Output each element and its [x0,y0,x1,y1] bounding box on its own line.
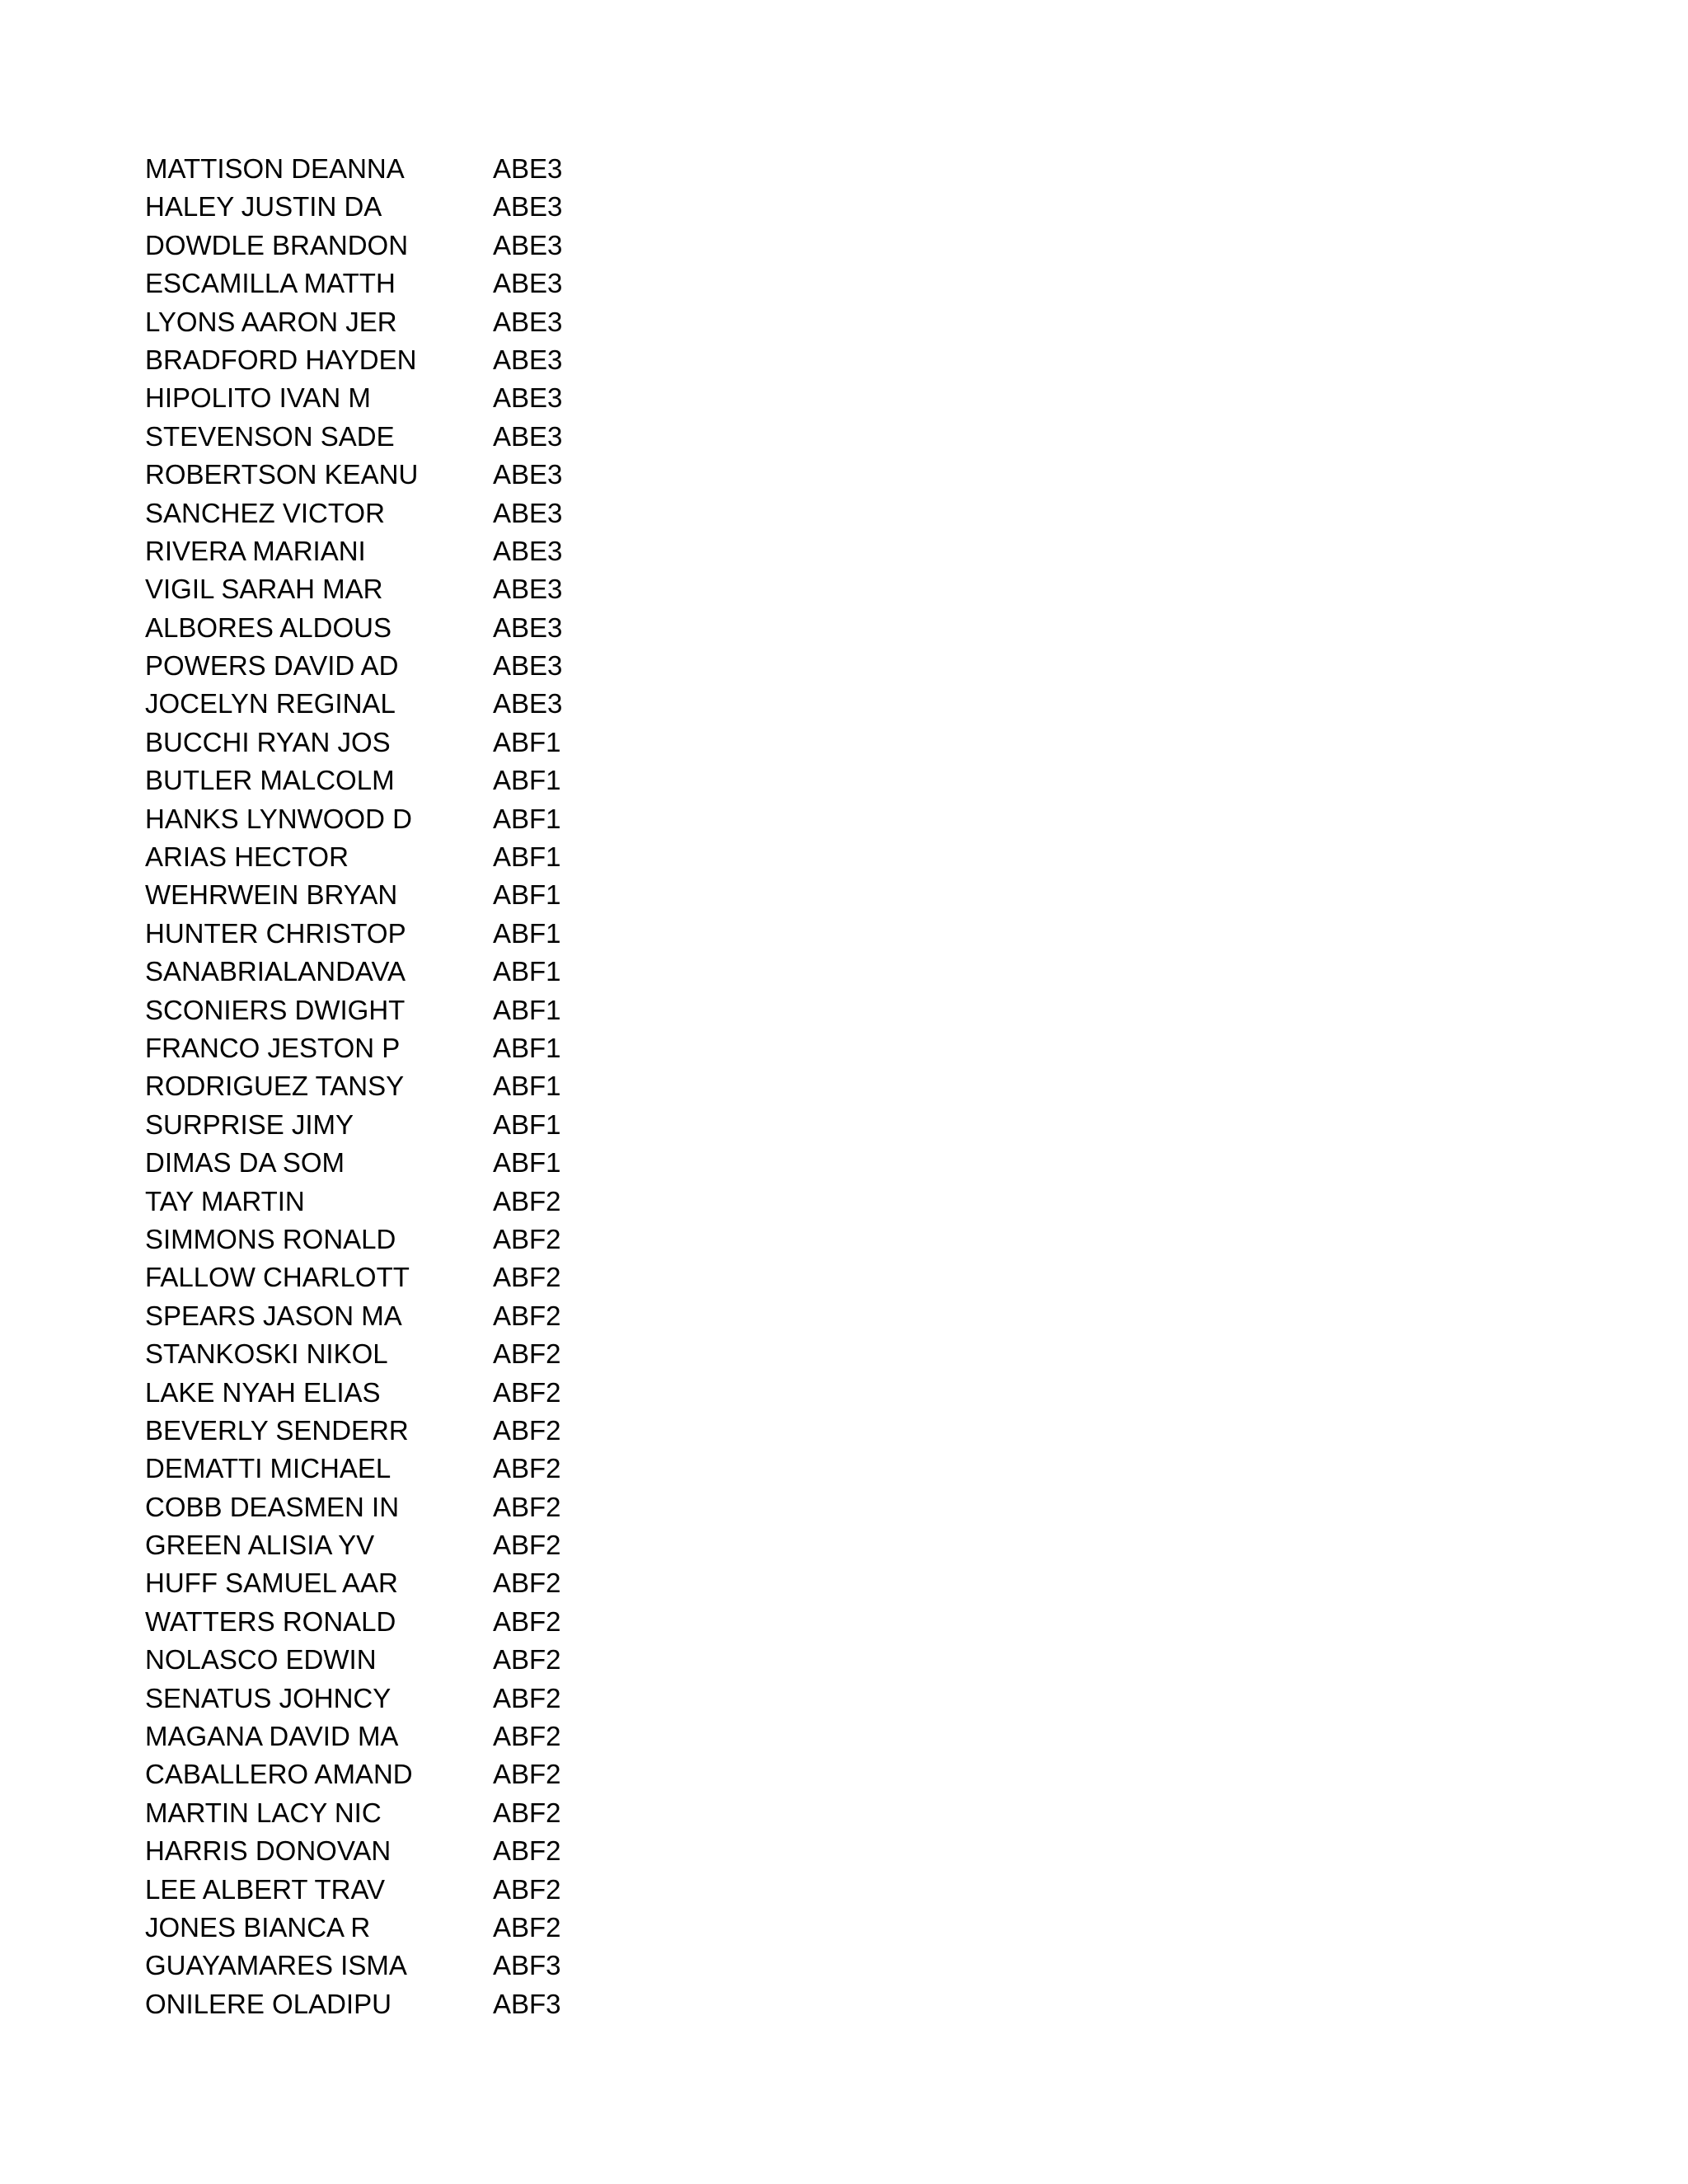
list-item [145,188,722,226]
person-name: SANCHEZ VICTOR [145,497,385,528]
unit-code: ABF2 [493,1414,561,1446]
list-item [145,1029,722,1067]
person-name: STEVENSON SADE [145,420,395,452]
list-item [145,1144,722,1182]
list-item [145,1183,722,1221]
person-name: MAGANA DAVID MA [145,1721,399,1752]
person-name: ROBERTSON KEANU [145,459,419,490]
list-item [145,953,722,991]
unit-code: ABE3 [493,229,563,260]
unit-code: ABE3 [493,420,563,452]
roster-list [145,150,722,2023]
person-name: JONES BIANCA R [145,1911,371,1943]
list-item [145,1297,722,1335]
person-name: HIPOLITO IVAN M [145,382,371,414]
person-name: SIMMONS RONALD [145,1223,396,1254]
list-item [145,1488,722,1526]
person-name: CABALLERO AMAND [145,1759,413,1790]
person-name: MARTIN LACY NIC [145,1797,382,1828]
list-item [145,1221,722,1258]
unit-code: ABE3 [493,497,563,528]
list-item [145,1258,722,1296]
unit-code: ABF2 [493,1759,561,1790]
list-item [145,456,722,494]
person-name: ONILERE OLADIPU [145,1988,392,2019]
person-name: HARRIS DONOVAN [145,1835,392,1867]
person-name: BUCCHI RYAN JOS [145,726,391,757]
list-item [145,418,722,456]
list-item [145,800,722,838]
list-item [145,150,722,188]
unit-code: ABF1 [493,917,561,949]
person-name: ESCAMILLA MATTH [145,268,396,299]
person-name: FALLOW CHARLOTT [145,1262,410,1293]
unit-code: ABF2 [493,1568,561,1599]
person-name: TAY MARTIN [145,1185,305,1216]
list-item [145,991,722,1029]
person-name: ALBORES ALDOUS [145,612,392,643]
unit-code: ABF1 [493,879,561,911]
unit-code: ABF1 [493,1071,561,1102]
unit-code: ABF1 [493,1032,561,1063]
person-name: SPEARS JASON MA [145,1300,402,1331]
person-name: GREEN ALISIA YV [145,1530,375,1561]
unit-code: ABE3 [493,459,563,490]
list-item [145,1680,722,1718]
list-item [145,1374,722,1412]
person-name: BEVERLY SENDERR [145,1414,409,1446]
person-name: HALEY JUSTIN DA [145,191,382,223]
unit-code: ABF2 [493,1376,561,1408]
list-item [145,341,722,379]
unit-code: ABF1 [493,956,561,987]
person-name: BRADFORD HAYDEN [145,344,417,375]
person-name: LEE ALBERT TRAV [145,1873,386,1905]
list-item [145,1564,722,1602]
list-item [145,762,722,799]
list-item [145,1603,722,1641]
list-item [145,724,722,762]
unit-code: ABF2 [493,1185,561,1216]
unit-code: ABF2 [493,1873,561,1905]
list-item [145,303,722,341]
person-name: POWERS DAVID AD [145,650,399,682]
unit-code: ABF3 [493,1950,561,1981]
unit-code: ABF1 [493,841,561,873]
unit-code: ABF2 [493,1223,561,1254]
unit-code: ABF1 [493,765,561,796]
unit-code: ABF1 [493,1147,561,1179]
list-item [145,1832,722,1870]
person-name: HUNTER CHRISTOP [145,917,406,949]
unit-code: ABF2 [493,1491,561,1522]
person-name: GUAYAMARES ISMA [145,1950,407,1981]
unit-code: ABE3 [493,344,563,375]
unit-code: ABF2 [493,1835,561,1867]
unit-code: ABF1 [493,1108,561,1140]
unit-code: ABF1 [493,726,561,757]
person-name: FRANCO JESTON P [145,1032,401,1063]
unit-code: ABF1 [493,803,561,834]
list-item [145,265,722,302]
person-name: RODRIGUEZ TANSY [145,1071,405,1102]
unit-code: ABE3 [493,535,563,566]
person-name: LYONS AARON JER [145,306,397,337]
list-item [145,1985,722,2023]
list-item [145,1909,722,1947]
list-item [145,1794,722,1832]
person-name: SCONIERS DWIGHT [145,994,406,1025]
unit-code: ABE3 [493,306,563,337]
unit-code: ABF2 [493,1262,561,1293]
unit-code: ABF2 [493,1605,561,1637]
list-item [145,1526,722,1564]
person-name: HUFF SAMUEL AAR [145,1568,398,1599]
person-name: STANKOSKI NIKOL [145,1338,388,1370]
list-item [145,1755,722,1793]
unit-code: ABF3 [493,1988,561,2019]
person-name: NOLASCO EDWIN [145,1644,377,1675]
unit-code: ABE3 [493,688,563,719]
unit-code: ABE3 [493,191,563,223]
person-name: ARIAS HECTOR [145,841,349,873]
person-name: BUTLER MALCOLM [145,765,395,796]
list-item [145,609,722,647]
person-name: MATTISON DEANNA [145,153,405,184]
list-item [145,570,722,608]
unit-code: ABF2 [493,1300,561,1331]
list-item [145,532,722,570]
person-name: DIMAS DA SOM [145,1147,345,1179]
list-item [145,1335,722,1373]
unit-code: ABF1 [493,994,561,1025]
person-name: SURPRISE JIMY [145,1108,354,1140]
list-item [145,685,722,723]
person-name: WATTERS RONALD [145,1605,396,1637]
person-name: JOCELYN REGINAL [145,688,396,719]
list-item [145,1947,722,1985]
unit-code: ABE3 [493,612,563,643]
person-name: DEMATTI MICHAEL [145,1453,392,1484]
list-item [145,876,722,914]
list-item [145,1412,722,1450]
unit-code: ABF2 [493,1644,561,1675]
list-item [145,838,722,876]
unit-code: ABE3 [493,153,563,184]
unit-code: ABF2 [493,1530,561,1561]
person-name: LAKE NYAH ELIAS [145,1376,381,1408]
unit-code: ABE3 [493,382,563,414]
list-item [145,1106,722,1144]
person-name: COBB DEASMEN IN [145,1491,400,1522]
unit-code: ABF2 [493,1338,561,1370]
list-item [145,1067,722,1105]
unit-code: ABF2 [493,1911,561,1943]
list-item [145,1871,722,1909]
list-item [145,915,722,953]
list-item [145,227,722,265]
unit-code: ABF2 [493,1721,561,1752]
unit-code: ABE3 [493,574,563,605]
unit-code: ABF2 [493,1797,561,1828]
person-name: SANABRIALANDAVA [145,956,406,987]
list-item [145,647,722,685]
list-item [145,379,722,417]
person-name: HANKS LYNWOOD D [145,803,412,834]
person-name: RIVERA MARIANI [145,535,366,566]
list-item [145,494,722,532]
unit-code: ABF2 [493,1453,561,1484]
person-name: WEHRWEIN BRYAN [145,879,398,911]
list-item [145,1450,722,1488]
person-name: VIGIL SARAH MAR [145,574,383,605]
unit-code: ABF2 [493,1682,561,1713]
unit-code: ABE3 [493,268,563,299]
list-item [145,1718,722,1755]
person-name: SENATUS JOHNCY [145,1682,392,1713]
list-item [145,1641,722,1679]
person-name: DOWDLE BRANDON [145,229,409,260]
unit-code: ABE3 [493,650,563,682]
